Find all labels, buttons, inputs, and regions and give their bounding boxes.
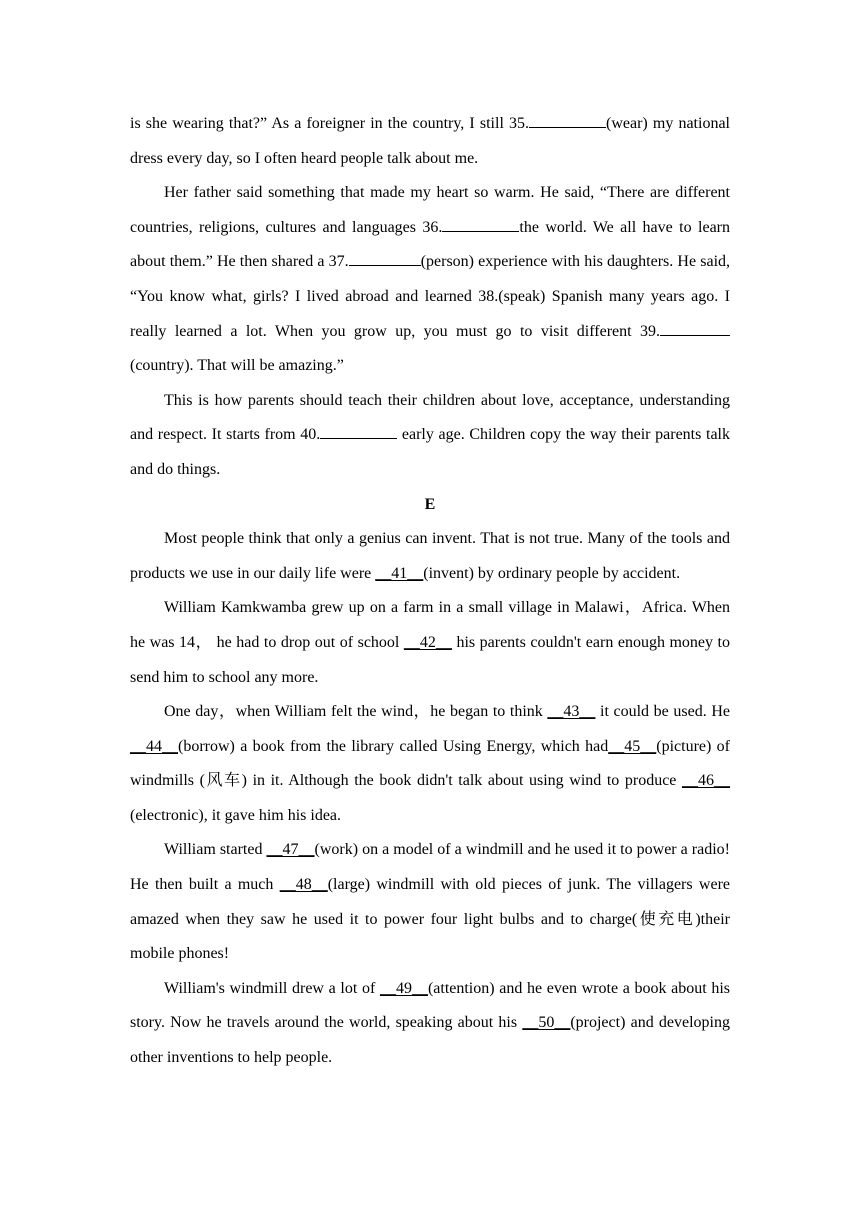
gap-45: __45__ [608,737,657,755]
gap-44: __44__ [130,737,178,755]
blank-39 [660,335,730,336]
paragraph-e-2: William Kamkwamba grew up on a farm in a small village in Malawi，Africa. When he was 14， he had to drop out of school __42__ his parents couldn't earn enough money to send him to school any more. [130,599,731,686]
gap-48: __48__ [279,876,328,894]
section-e-heading: E [424,495,436,513]
gap-41: __41__ [375,564,424,582]
paragraph-e-3: One day，when William felt the wind，he began to think __43__ it could be used. He __44__(borrow) a book from the library called Using Energy, which had__45__(picture) of windmills (风车) in it. Although the book didn't talk about using wind to produce __46__ (electronic), it gave him his idea. [130,703,731,824]
blank-37 [349,265,421,266]
gap-43: __43__ [547,703,596,721]
blank-40 [320,438,397,439]
gap-42: __42__ [403,633,452,651]
paragraph-d-1: is she wearing that?” As a foreigner in the country, I still 35. (wear) my national dress every day, so I often heard people talk about me. [130,115,730,167]
paragraph-d-3: This is how parents should teach their children about love, acceptance, understanding and respect. It starts from 40. early age. Children copy the way their parents talk and do things. [130,391,730,478]
blank-36 [442,231,519,232]
paragraph-d-2: Her father said something that made my heart so warm. He said, “There are different countries, religions, cultures and languages 36. the world. We all have to learn about them.” He then shared a 37. (person) experience with his daughters. He said, “You know what, girls? I lived abroad and learned 38.(speak) Spanish many years ago. I really learned a lot. When you grow up, you must go to visit different 39.(country). That will be amazing.” [130,184,731,375]
paragraph-e-1: Most people think that only a genius can invent. That is not true. Many of the tools and products we use in our daily life were __41__(invent) by ordinary people by accident. [130,530,730,582]
paragraph-e-4: William started __47__(work) on a model of a windmill and he used it to power a radio! He then built a much __48__(large) windmill with old pieces of junk. The villagers were amazed when they saw he used it to power four light bulbs and to charge(使充电)their mobile phones! [130,841,731,963]
gap-50: __50__ [522,1014,571,1032]
gap-47: __47__ [266,841,315,859]
gap-49: __49__ [379,979,428,997]
gap-46: __46__ [682,772,730,790]
blank-35 [529,127,606,128]
paragraph-e-5: William's windmill drew a lot of __49__(attention) and he even wrote a book about his story. Now he travels around the world, speaking about his __50__(project) and developing other inventions to help people. [130,979,731,1067]
document-page [130,107,730,1076]
